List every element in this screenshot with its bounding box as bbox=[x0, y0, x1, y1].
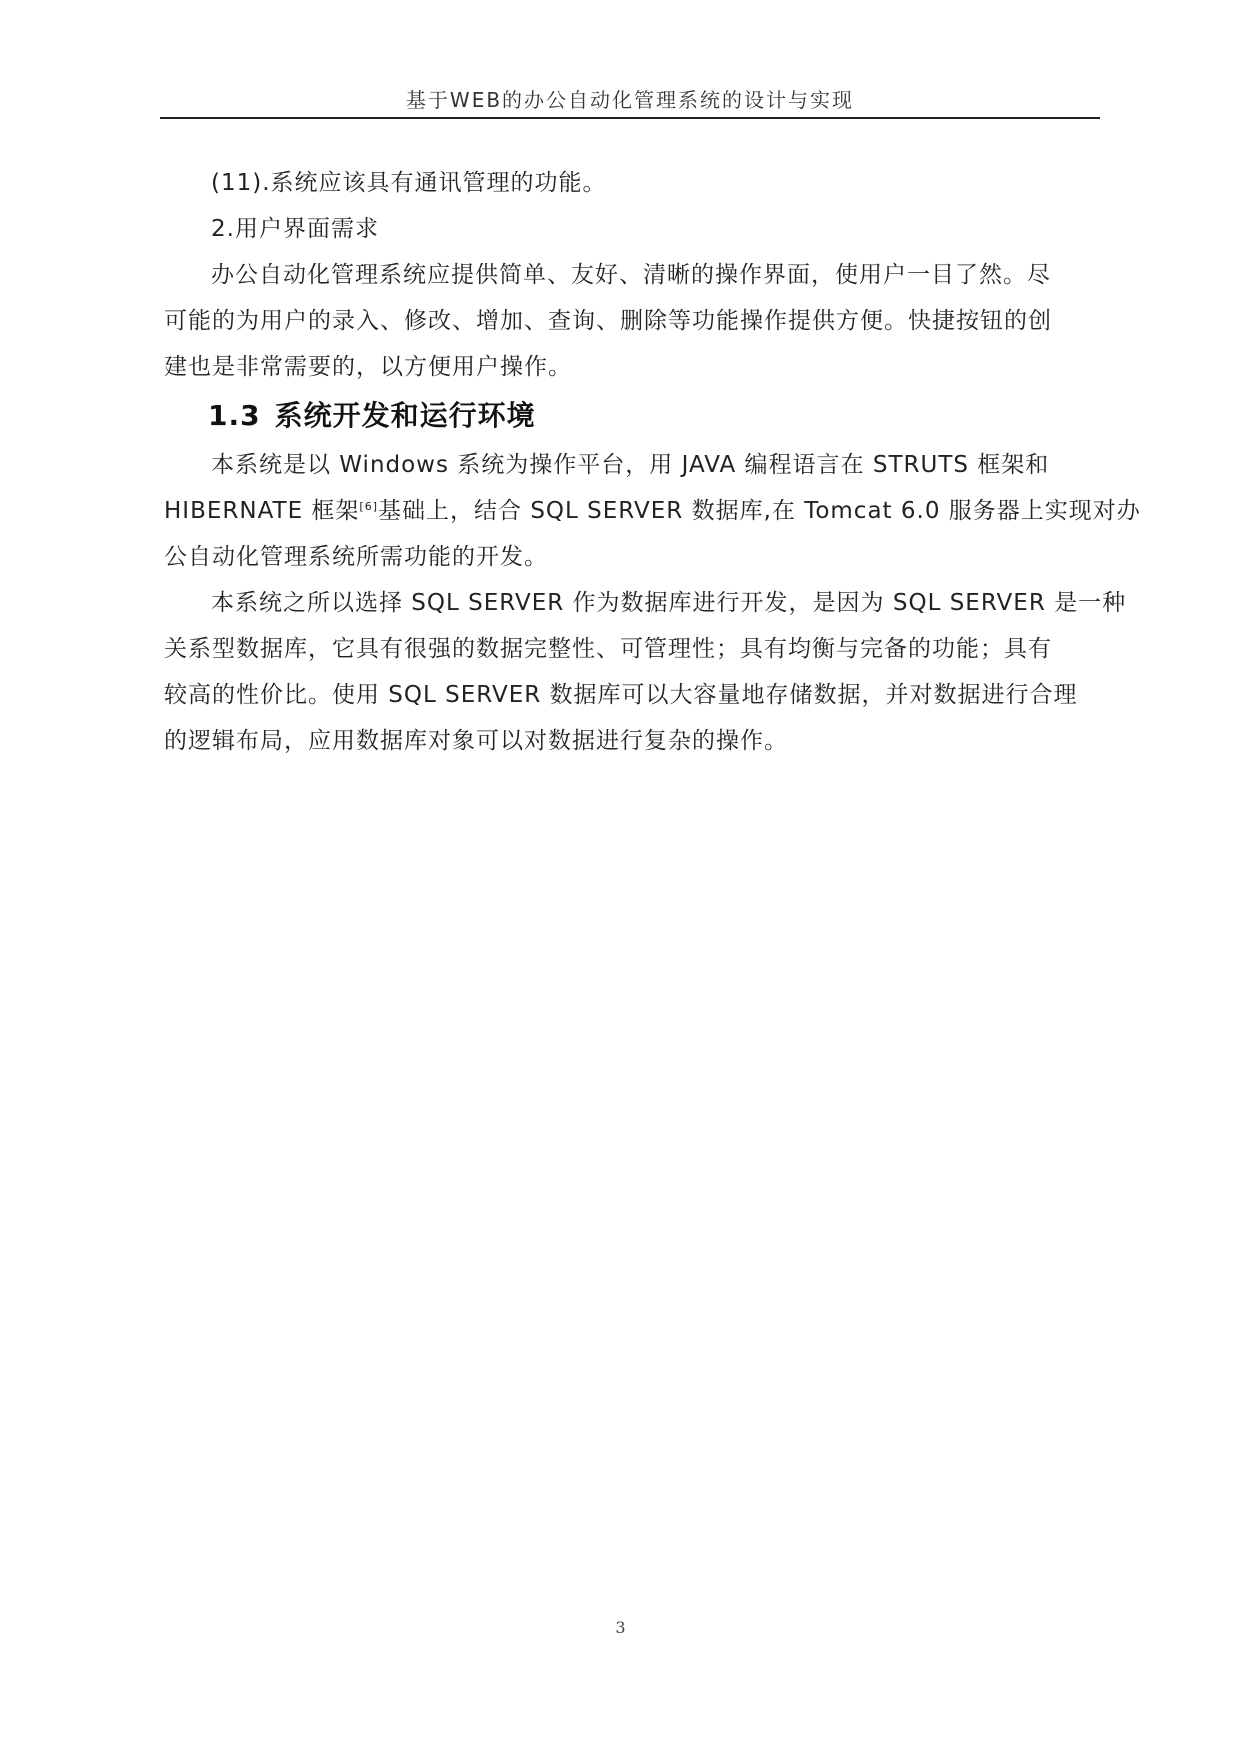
subsection-heading-ui-requirements: 2.用户界面需求 bbox=[211, 216, 379, 242]
paragraph-line: 公自动化管理系统所需功能的开发。 bbox=[164, 544, 548, 570]
ui-requirements-paragraph bbox=[164, 252, 1080, 390]
page-number: 3 bbox=[615, 1618, 626, 1637]
line-text: 基础上，结合 SQL SERVER 数据库,在 Tomcat 6.0 服务器上实现对办 bbox=[378, 498, 1141, 524]
section-heading-1-3 bbox=[164, 392, 1080, 440]
database-paragraph bbox=[164, 580, 1127, 764]
page-body bbox=[164, 160, 1141, 764]
line-text: HIBERNATE 框架 bbox=[164, 498, 360, 524]
paragraph-line bbox=[164, 488, 1141, 534]
requirement-item-11: (11).系统应该具有通讯管理的功能。 bbox=[211, 170, 607, 196]
paragraph-line: 建也是非常需要的，以方便用户操作。 bbox=[164, 354, 572, 380]
paragraph-line: 办公自动化管理系统应提供简单、友好、清晰的操作界面，使用户一目了然。尽 bbox=[211, 262, 1051, 288]
citation-reference: [6] bbox=[359, 500, 379, 513]
paragraph-line: 较高的性价比。使用 SQL SERVER 数据库可以大容量地存储数据，并对数据进行合理 bbox=[164, 682, 1078, 708]
paragraph-line: 关系型数据库，它具有很强的数据完整性、可管理性；具有均衡与完备的功能；具有 bbox=[164, 636, 1052, 662]
paragraph-line: 本系统之所以选择 SQL SERVER 作为数据库进行开发，是因为 SQL SERVER 是一种 bbox=[211, 590, 1127, 616]
environment-paragraph bbox=[164, 442, 1141, 580]
header-rule bbox=[160, 117, 1100, 119]
section-title: 系统开发和运行环境 bbox=[274, 399, 536, 432]
paragraph-line: 可能的为用户的录入、修改、增加、查询、删除等功能操作提供方便。快捷按钮的创 bbox=[164, 308, 1052, 334]
paragraph-line: 的逻辑布局，应用数据库对象可以对数据进行复杂的操作。 bbox=[164, 728, 788, 754]
running-header: 基于WEB的办公自动化管理系统的设计与实现 bbox=[405, 88, 855, 112]
section-number: 1.3 bbox=[208, 399, 261, 432]
paragraph-line: 本系统是以 Windows 系统为操作平台，用 JAVA 编程语言在 STRUTS 框架和 bbox=[211, 452, 1050, 478]
